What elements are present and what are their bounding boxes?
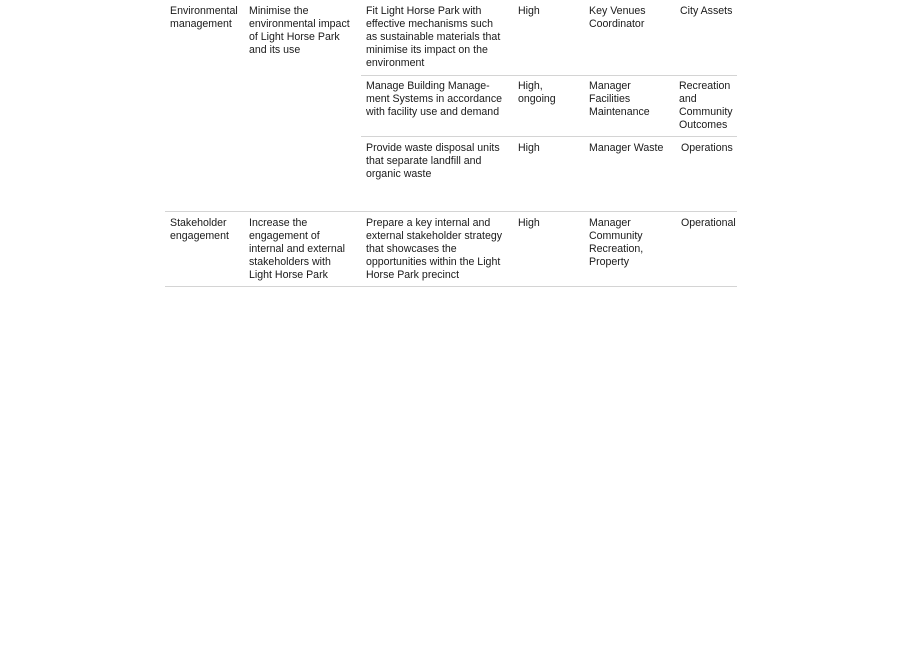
priority-cell: High — [518, 5, 540, 17]
support-cell: Operations — [681, 142, 733, 154]
priority-cell: High — [518, 217, 540, 229]
table-row-group-environmental — [165, 0, 737, 212]
objective-cell: Minimise the environmental impact of Light Horse Park and its use — [249, 5, 350, 56]
theme-cell: Environmental management — [170, 5, 238, 30]
support-cell: Operational — [681, 217, 736, 229]
table-row — [361, 212, 737, 286]
support-cell: City Assets — [680, 5, 733, 17]
action-cell: Fit Light Horse Park with effective mechanisms such as sustainable materials that minimise its impact on the environment — [366, 5, 501, 69]
action-cell: Manage Building Manage- ment Systems in accordance with facility use and demand — [366, 80, 503, 118]
responsibility-cell: Manager Facilities Maintenance — [589, 80, 650, 118]
table-row — [361, 137, 737, 211]
table-row — [361, 76, 737, 137]
responsibility-cell: Manager Community Recreation, Property — [589, 217, 644, 268]
objective-cell: Increase the engagement of internal and external stakeholders with Light Horse Park — [249, 217, 345, 281]
action-cell: Prepare a key internal and external stakeholder strategy that showcases the opportunities within the Light Horse Park precinct — [366, 217, 503, 281]
theme-cell: Stakeholder engagement — [170, 217, 229, 242]
priority-cell: High, ongoing — [518, 80, 556, 105]
table-row-group-stakeholder — [165, 212, 737, 287]
responsibility-cell: Manager Waste — [589, 142, 664, 154]
support-cell: Recreation and Community Outcomes — [679, 80, 733, 131]
action-cell: Provide waste disposal units that separate landfill and organic waste — [366, 142, 500, 180]
priority-cell: High — [518, 142, 540, 154]
table-row — [361, 0, 737, 76]
responsibility-cell: Key Venues Coordinator — [589, 5, 646, 30]
action-plan-table — [165, 0, 737, 287]
